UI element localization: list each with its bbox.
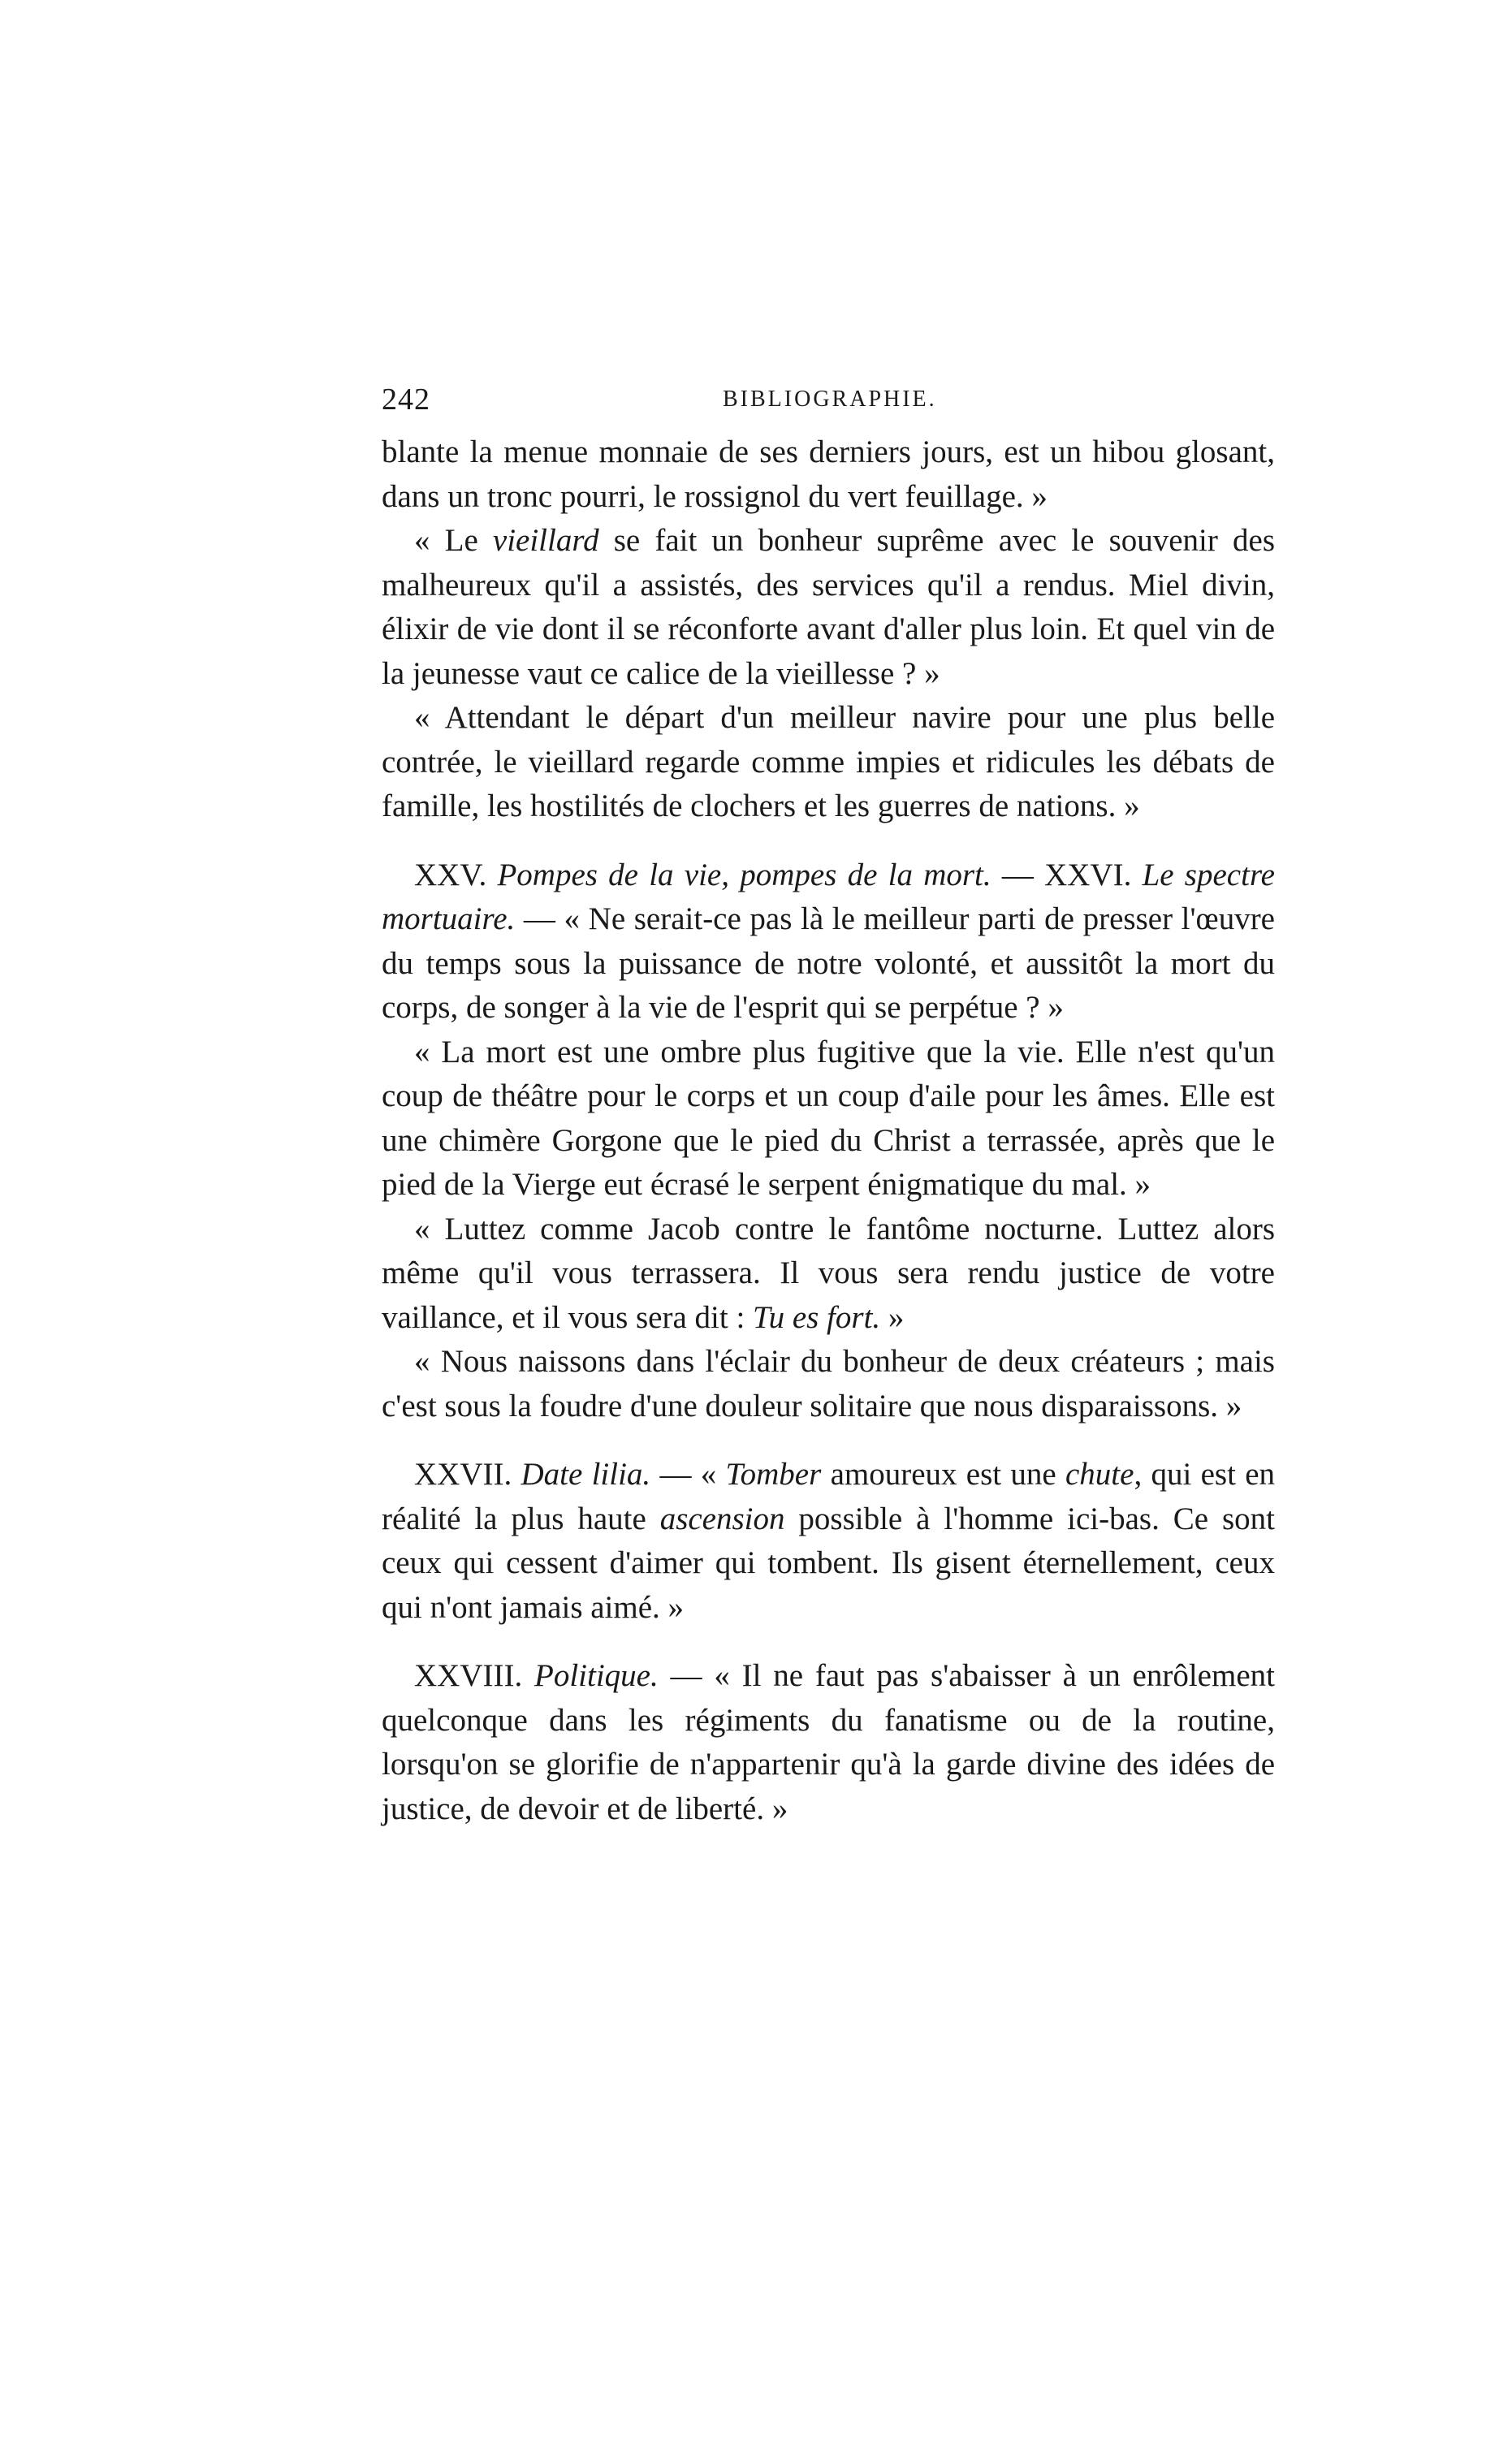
text-run: se fait un bonheur suprême avec le souvenir des malheureux qu'il a assistés, des services qu'il a rendus. Miel divin, élixir de vie dont il se réconforte avant d'aller plus loin. Et quel vin de la jeunesse vaut ce calice de la vieillesse ? » — [382, 523, 1275, 691]
paragraph-navire — [382, 696, 1275, 829]
page-header — [382, 382, 1275, 430]
section-xxviii — [382, 1654, 1275, 1831]
body-text — [382, 430, 1275, 1831]
paragraph-continuation — [382, 430, 1275, 519]
section-title: Le spectre mortuaire. — [382, 857, 1275, 936]
paragraph-jacob — [382, 1208, 1275, 1341]
paragraph-text: « Nous naissons dans l'éclair du bonheur de deux créateurs ; mais c'est sous la foudre d'une douleur solitaire que nous disparaissons. » — [382, 1344, 1275, 1424]
section-xxv-xxvi — [382, 853, 1275, 1030]
section-xxvii — [382, 1453, 1275, 1630]
paragraph-text: « La mort est une ombre plus fugitive que la vie. Elle n'est qu'un coup de théâtre pour le corps et un coup d'aile pour les âmes. Elle est une chimère Gorgone que le pied du Christ a terrassée, après que le pied de la Vierge eut écrasé le serpent énigmatique du mal. » — [382, 1034, 1275, 1202]
text-run: « Luttez comme Jacob contre le fantôme nocturne. Luttez alors même qu'il vous terrassera. Il vous sera rendu justice de votre vaillance, et il vous sera dit : — [382, 1211, 1275, 1335]
italic-term: Tomber — [725, 1457, 822, 1492]
paragraph-text: « Attendant le départ d'un meilleur navire pour une plus belle contrée, le vieillard regarde comme impies et ridicules les débats de famille, les hostilités de clochers et les guerres de nations. » — [382, 700, 1275, 823]
text-run: , qui est en réalité la plus haute — [382, 1457, 1276, 1536]
paragraph-text: blante la menue monnaie de ses derniers jours, est un hibou glosant, dans un tronc pourri, le rossignol du vert feuillage. » — [382, 434, 1275, 514]
section-number: — XXVI. — [991, 857, 1143, 892]
section-number: XXVIII. — [414, 1658, 534, 1693]
italic-quote: Tu es fort. — [753, 1299, 881, 1335]
text-run: — « — [650, 1457, 726, 1492]
text-run: » — [880, 1299, 905, 1335]
running-head: BIBLIOGRAPHIE. — [723, 387, 937, 412]
text-run: « Le — [414, 523, 493, 558]
section-title: Pompes de la vie, pompes de la mort. — [497, 857, 991, 892]
section-number: XXV. — [414, 857, 498, 892]
italic-term: vieillard — [492, 523, 599, 558]
text-run: — « Il ne faut pas s'abaisser à un enrôlement quelconque dans les régiments du fanatisme ou de la routine, lorsqu'on se glorifie de n'appartenir qu'à la garde divine des idées de justice, de devoir et de liberté. » — [382, 1658, 1275, 1826]
section-title: Date lilia. — [521, 1457, 651, 1492]
text-run: possible à l'homme ici-bas. Ce sont ceux qui cessent d'aimer qui tombent. Ils gisent éternellement, ceux qui n'ont jamais aimé. » — [382, 1501, 1275, 1625]
page-number: 242 — [382, 382, 430, 417]
section-title: Politique. — [534, 1658, 659, 1693]
paragraph-mort — [382, 1030, 1275, 1208]
section-number: XXVII. — [414, 1457, 521, 1492]
paragraph-naissons — [382, 1340, 1275, 1428]
italic-term: chute — [1065, 1457, 1134, 1492]
text-run: amoureux est une — [821, 1457, 1065, 1492]
text-run: — « Ne serait-ce pas là le meilleur parti de presser l'œuvre du temps sous la puissance de notre volonté, et aussitôt la mort du corps, de songer à la vie de l'esprit qui se perpétue ? » — [382, 901, 1275, 1025]
italic-term: ascension — [659, 1501, 785, 1536]
paragraph-vieillard — [382, 519, 1275, 696]
